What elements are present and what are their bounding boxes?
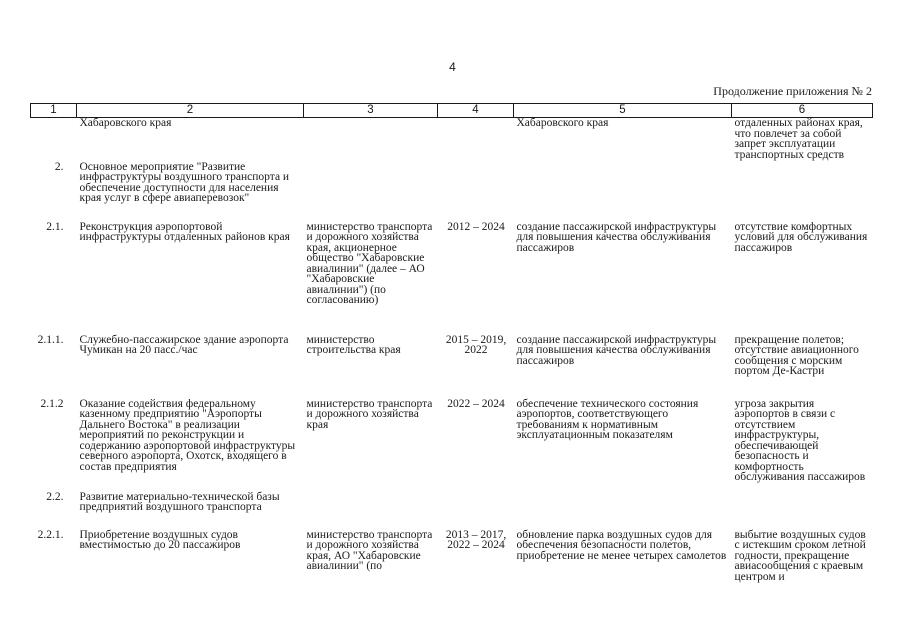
executor: министерство транспорта и дорожного хозяйства края	[306, 397, 433, 431]
years: 2015 – 2019, 2022	[445, 333, 507, 356]
table-row	[31, 492, 873, 530]
activity-name: Приобретение воздушных судов вместимостью до 20 пассажиров	[79, 528, 241, 551]
table-row	[31, 118, 873, 162]
expected-result: создание пассажирской инфраструктуры для повышения качества обслуживания пассажиров	[516, 220, 717, 254]
executor	[304, 162, 438, 222]
column-header: 1	[31, 104, 77, 118]
expected-result	[514, 492, 732, 530]
continuation-label: Продолжение приложения № 2	[713, 84, 872, 98]
activity-name: Развитие материально-технической базы предприятий воздушного транспорта	[79, 490, 280, 513]
risk: прекращение полетов; отсутствие авиационного сообщения с морским портом Де-Кастри	[734, 333, 859, 377]
column-header: 5	[514, 104, 732, 118]
activity-name: Хабаровского края	[79, 117, 172, 129]
years	[438, 492, 514, 530]
executor	[304, 118, 438, 162]
row-number	[31, 118, 77, 162]
executor: министерство транспорта и дорожного хозяйства края, акционерное общество "Хабаровские авиалинии" (далее – АО "Хабаровские авиалинии") (по согласованию)	[306, 220, 433, 306]
risk	[732, 162, 873, 222]
appendix-table	[30, 103, 873, 600]
table-row	[31, 222, 873, 335]
risk: отсутствие комфортных условий для обслуживания пассажиров	[734, 220, 868, 254]
expected-result: обновление парка воздушных судов для обеспечения безопасности полетов, приобретение не менее четырех самолетов	[516, 528, 727, 562]
years	[438, 162, 514, 222]
activity-name: Основное мероприятие "Развитие инфраструктуры воздушного транспорта и обеспечение доступности для населения края услуг в сфере авиаперевозок"	[79, 160, 290, 204]
risk: угроза закрытия аэропортов в связи с отсутствием инфраструктуры, обеспечивающей безопасность и комфортность обслуживания пассажиров	[734, 397, 866, 483]
activity-name: Оказание содействия федеральному казенному предприятию "Аэропорты Дальнего Востока" в реализации мероприятий по реконструкции и содержанию аэропортовой инфраструктуры северного аэропорта, Охотск, входящего в состав предприятия	[79, 397, 296, 473]
executor	[304, 492, 438, 530]
table-row	[31, 530, 873, 600]
years	[438, 118, 514, 162]
table-row	[31, 162, 873, 222]
risk: выбытие воздушных судов с истекшим сроком летной годности, прекращение авиасообщения с краевым центром и	[734, 528, 866, 583]
page-number: 4	[449, 60, 456, 74]
column-header-row	[31, 104, 873, 118]
expected-result: создание пассажирской инфраструктуры для повышения качества обслуживания пассажиров	[516, 333, 717, 367]
row-number: 2.1.	[46, 220, 64, 233]
years: 2013 – 2017, 2022 – 2024	[445, 528, 507, 551]
table-row	[31, 335, 873, 399]
years: 2022 – 2024	[447, 397, 505, 410]
risk: отдаленных районах края, что повлечет за собой запрет эксплуатации транспортных средств	[734, 117, 863, 161]
activity-name: Служебно-пассажирское здание аэропорта Чумикан на 20 пасс./час	[79, 333, 289, 356]
risk	[732, 492, 873, 530]
row-number: 2.2.	[46, 490, 64, 503]
expected-result	[514, 162, 732, 222]
executor: министерство строительства края	[306, 333, 401, 356]
column-header: 2	[77, 104, 304, 118]
row-number: 2.1.2	[40, 397, 64, 410]
row-number: 2.	[54, 160, 64, 173]
years: 2012 – 2024	[447, 220, 505, 233]
activity-name: Реконструкция аэропортовой инфраструктуры отдаленных районов края	[79, 220, 290, 243]
expected-result: Хабаровского края	[516, 117, 609, 129]
row-number: 2.2.1.	[37, 528, 64, 541]
column-header: 6	[732, 104, 873, 118]
table-row	[31, 399, 873, 492]
row-number: 2.1.1.	[37, 333, 64, 346]
column-header: 3	[304, 104, 438, 118]
executor: министерство транспорта и дорожного хозяйства края, АО "Хабаровские авиалинии" (по	[306, 528, 433, 572]
expected-result: обеспечение технического состояния аэропортов, соответствующего требованиям к нормативным эксплуатационным показателям	[516, 397, 699, 441]
column-header: 4	[438, 104, 514, 118]
